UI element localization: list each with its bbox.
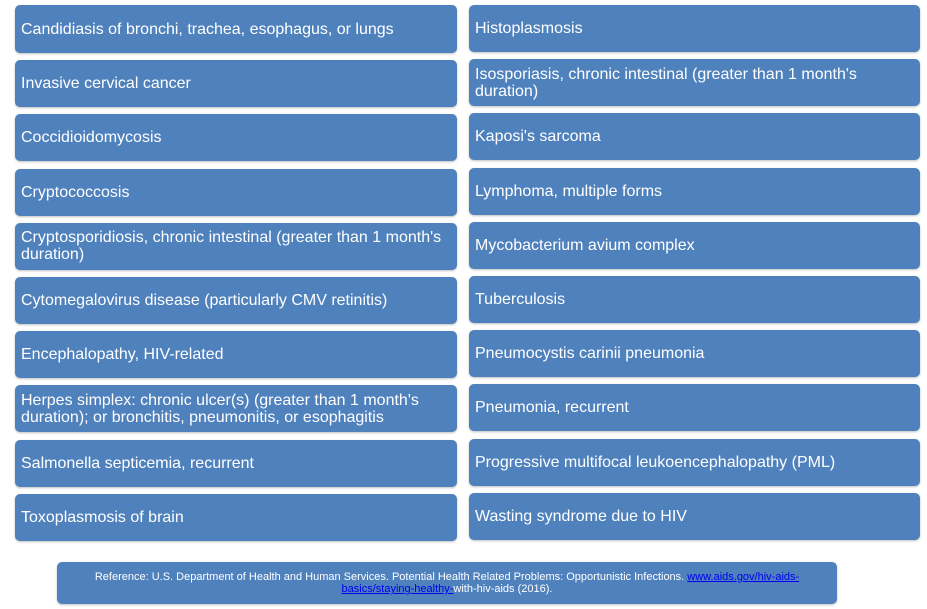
infection-label: Wasting syndrome due to HIV (475, 507, 687, 525)
infection-box (469, 330, 920, 377)
reference-suffix: with-hiv-aids (2016). (453, 583, 553, 595)
infection-box (15, 494, 457, 541)
infection-label: Candidiasis of bronchi, trachea, esophagus, or lungs (21, 20, 394, 38)
infection-label: Tuberculosis (475, 290, 566, 308)
infection-box (15, 114, 457, 161)
infection-box (469, 276, 920, 323)
infection-box (15, 277, 457, 324)
infection-box (15, 440, 457, 487)
infection-box (469, 384, 920, 431)
left-infection-column (15, 5, 457, 548)
infection-box (469, 59, 920, 106)
infection-label: Cryptococcosis (21, 183, 130, 201)
infection-label: Coccidioidomycosis (21, 129, 162, 147)
infection-label: Pneumonia, recurrent (475, 399, 629, 417)
infection-box (469, 439, 920, 486)
infection-box (469, 493, 920, 540)
infection-label: Progressive multifocal leukoencephalopathy (PML) (475, 453, 836, 471)
infection-label: Herpes simplex: chronic ulcer(s) (greater than 1 month's duration); or bronchitis, pneumonitis, or esophagitis (21, 391, 419, 426)
infection-label: Toxoplasmosis of brain (21, 508, 184, 526)
right-infection-column (469, 5, 920, 547)
reference-text: Reference: U.S. Department of Health and Human Services. Potential Health Related Problems: Opportunistic Infections. (94, 571, 688, 583)
infection-label: Cytomegalovirus disease (particularly CMV retinitis) (21, 291, 388, 309)
infection-label: Salmonella septicemia, recurrent (21, 454, 254, 472)
infection-box (15, 60, 457, 107)
infection-box (15, 169, 457, 216)
infection-label: Invasive cervical cancer (21, 75, 191, 93)
infection-box (469, 222, 920, 269)
infection-label: Pneumocystis carinii pneumonia (475, 345, 705, 363)
infection-box (469, 168, 920, 215)
infection-label: Lymphoma, multiple forms (475, 182, 663, 200)
infection-label: Histoplasmosis (475, 20, 583, 37)
reference-link[interactable]: www.aids.gov/hiv-aids-basics/staying-healthy- (341, 571, 800, 595)
infection-label: Encephalopathy, HIV-related (21, 346, 224, 364)
infection-box (15, 385, 457, 432)
infection-label: Isosporiasis, chronic intestinal (greater than 1 month's duration) (475, 65, 857, 100)
infection-box (15, 223, 457, 270)
infection-box (15, 331, 457, 378)
infection-box (469, 113, 920, 160)
infection-label: Mycobacterium avium complex (475, 236, 695, 254)
infection-box (469, 5, 920, 52)
reference-box (57, 562, 837, 604)
infection-box (15, 5, 457, 53)
infection-label: Kaposi's sarcoma (475, 128, 601, 146)
infection-label: Cryptosporidiosis, chronic intestinal (greater than 1 month's duration) (21, 229, 442, 264)
